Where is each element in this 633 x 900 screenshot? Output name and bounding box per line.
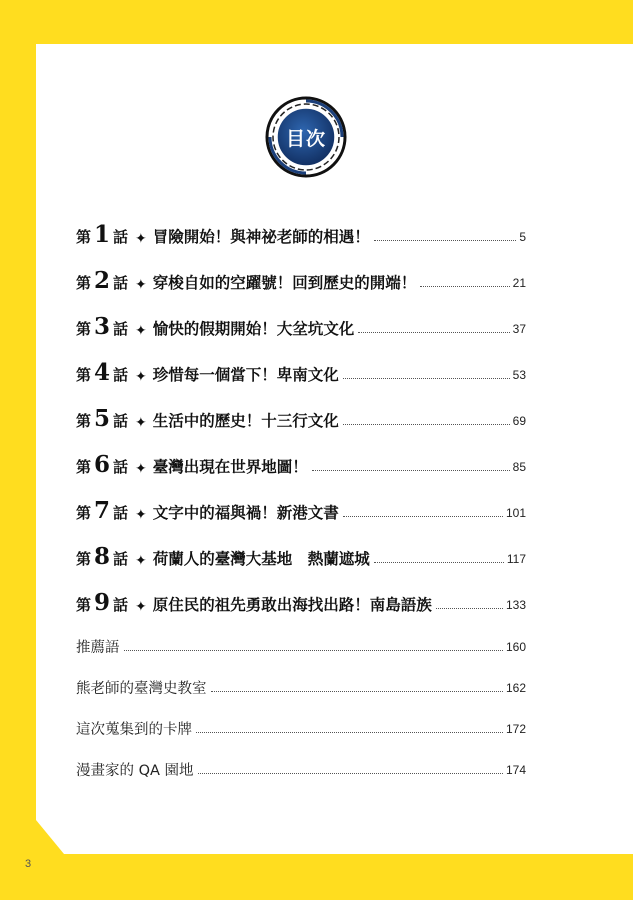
toc-entry-4[interactable] bbox=[76, 355, 526, 385]
leader-dots bbox=[374, 240, 517, 241]
page-number: 117 bbox=[506, 552, 526, 566]
episode-label: 第 2 話 bbox=[76, 267, 129, 294]
page-number: 5 bbox=[519, 230, 526, 244]
episode-title: 愉快的假期開始！大坌坑文化 bbox=[152, 319, 355, 338]
toc-entry-5[interactable] bbox=[76, 401, 526, 431]
leader-dots bbox=[358, 332, 509, 333]
sparkle-icon: ✦ bbox=[135, 277, 147, 293]
episode-label: 第 4 話 bbox=[76, 359, 129, 386]
toc-entry-7[interactable] bbox=[76, 493, 526, 523]
page-number: 53 bbox=[512, 368, 526, 382]
toc-extra-3[interactable] bbox=[76, 709, 526, 739]
page-number: 160 bbox=[505, 640, 526, 654]
toc-extra-2[interactable] bbox=[76, 668, 526, 698]
toc-entry-1[interactable] bbox=[76, 217, 526, 247]
page-number: 101 bbox=[505, 506, 526, 520]
toc-extra-4[interactable] bbox=[76, 750, 526, 780]
page-number: 172 bbox=[505, 722, 526, 736]
episode-label: 第 8 話 bbox=[76, 543, 129, 570]
episode-title: 荷蘭人的臺灣大基地 熱蘭遮城 bbox=[152, 549, 370, 568]
episode-label: 第 3 話 bbox=[76, 313, 129, 340]
toc-entry-9[interactable] bbox=[76, 585, 526, 615]
toc-entry-8[interactable] bbox=[76, 539, 526, 569]
page-number: 37 bbox=[512, 322, 526, 336]
page-number: 21 bbox=[512, 276, 526, 290]
page-number: 69 bbox=[512, 414, 526, 428]
sparkle-icon: ✦ bbox=[135, 231, 147, 247]
leader-dots bbox=[211, 691, 503, 692]
extra-title: 漫畫家的 QA 園地 bbox=[76, 763, 194, 779]
leader-dots bbox=[343, 424, 510, 425]
toc-entry-6[interactable] bbox=[76, 447, 526, 477]
leader-dots bbox=[124, 650, 503, 651]
episode-label: 第 6 話 bbox=[76, 451, 129, 478]
sparkle-icon: ✦ bbox=[135, 461, 147, 477]
extra-title: 推薦語 bbox=[76, 640, 120, 656]
leader-dots bbox=[196, 732, 503, 733]
sparkle-icon: ✦ bbox=[135, 507, 147, 523]
episode-title: 原住民的祖先勇敢出海找出路！南島語族 bbox=[152, 595, 432, 614]
sparkle-icon: ✦ bbox=[135, 369, 147, 385]
folio-page-number: 3 bbox=[25, 858, 32, 870]
sparkle-icon: ✦ bbox=[135, 415, 147, 431]
page-number: 85 bbox=[512, 460, 526, 474]
episode-title: 文字中的福與禍！新港文書 bbox=[152, 503, 339, 522]
sparkle-icon: ✦ bbox=[135, 553, 147, 569]
page-number: 133 bbox=[505, 598, 526, 612]
episode-title: 穿梭自如的空躍號！回到歷史的開端！ bbox=[152, 273, 417, 292]
leader-dots bbox=[436, 608, 503, 609]
episode-label: 第 1 話 bbox=[76, 221, 129, 248]
episode-title: 生活中的歷史！十三行文化 bbox=[152, 411, 339, 430]
leader-dots bbox=[374, 562, 504, 563]
extra-title: 熊老師的臺灣史教室 bbox=[76, 681, 207, 697]
extra-title: 這次蒐集到的卡牌 bbox=[76, 722, 192, 738]
toc-entry-2[interactable] bbox=[76, 263, 526, 293]
episode-label: 第 5 話 bbox=[76, 405, 129, 432]
episode-title: 臺灣出現在世界地圖！ bbox=[152, 457, 308, 476]
leader-dots bbox=[343, 378, 510, 379]
leader-dots bbox=[343, 516, 503, 517]
episode-title: 珍惜每一個當下！卑南文化 bbox=[152, 365, 339, 384]
sparkle-icon: ✦ bbox=[135, 599, 147, 615]
episode-title: 冒險開始！與神祕老師的相遇！ bbox=[152, 227, 370, 246]
leader-dots bbox=[420, 286, 509, 287]
leader-dots bbox=[198, 773, 503, 774]
page-number: 174 bbox=[505, 763, 526, 777]
episode-label: 第 7 話 bbox=[76, 497, 129, 524]
toc-extra-1[interactable] bbox=[76, 627, 526, 657]
leader-dots bbox=[312, 470, 510, 471]
toc-entry-3[interactable] bbox=[76, 309, 526, 339]
sparkle-icon: ✦ bbox=[135, 323, 147, 339]
page-number: 162 bbox=[505, 681, 526, 695]
episode-label: 第 9 話 bbox=[76, 589, 129, 616]
toc-title: 目次 bbox=[285, 127, 326, 150]
